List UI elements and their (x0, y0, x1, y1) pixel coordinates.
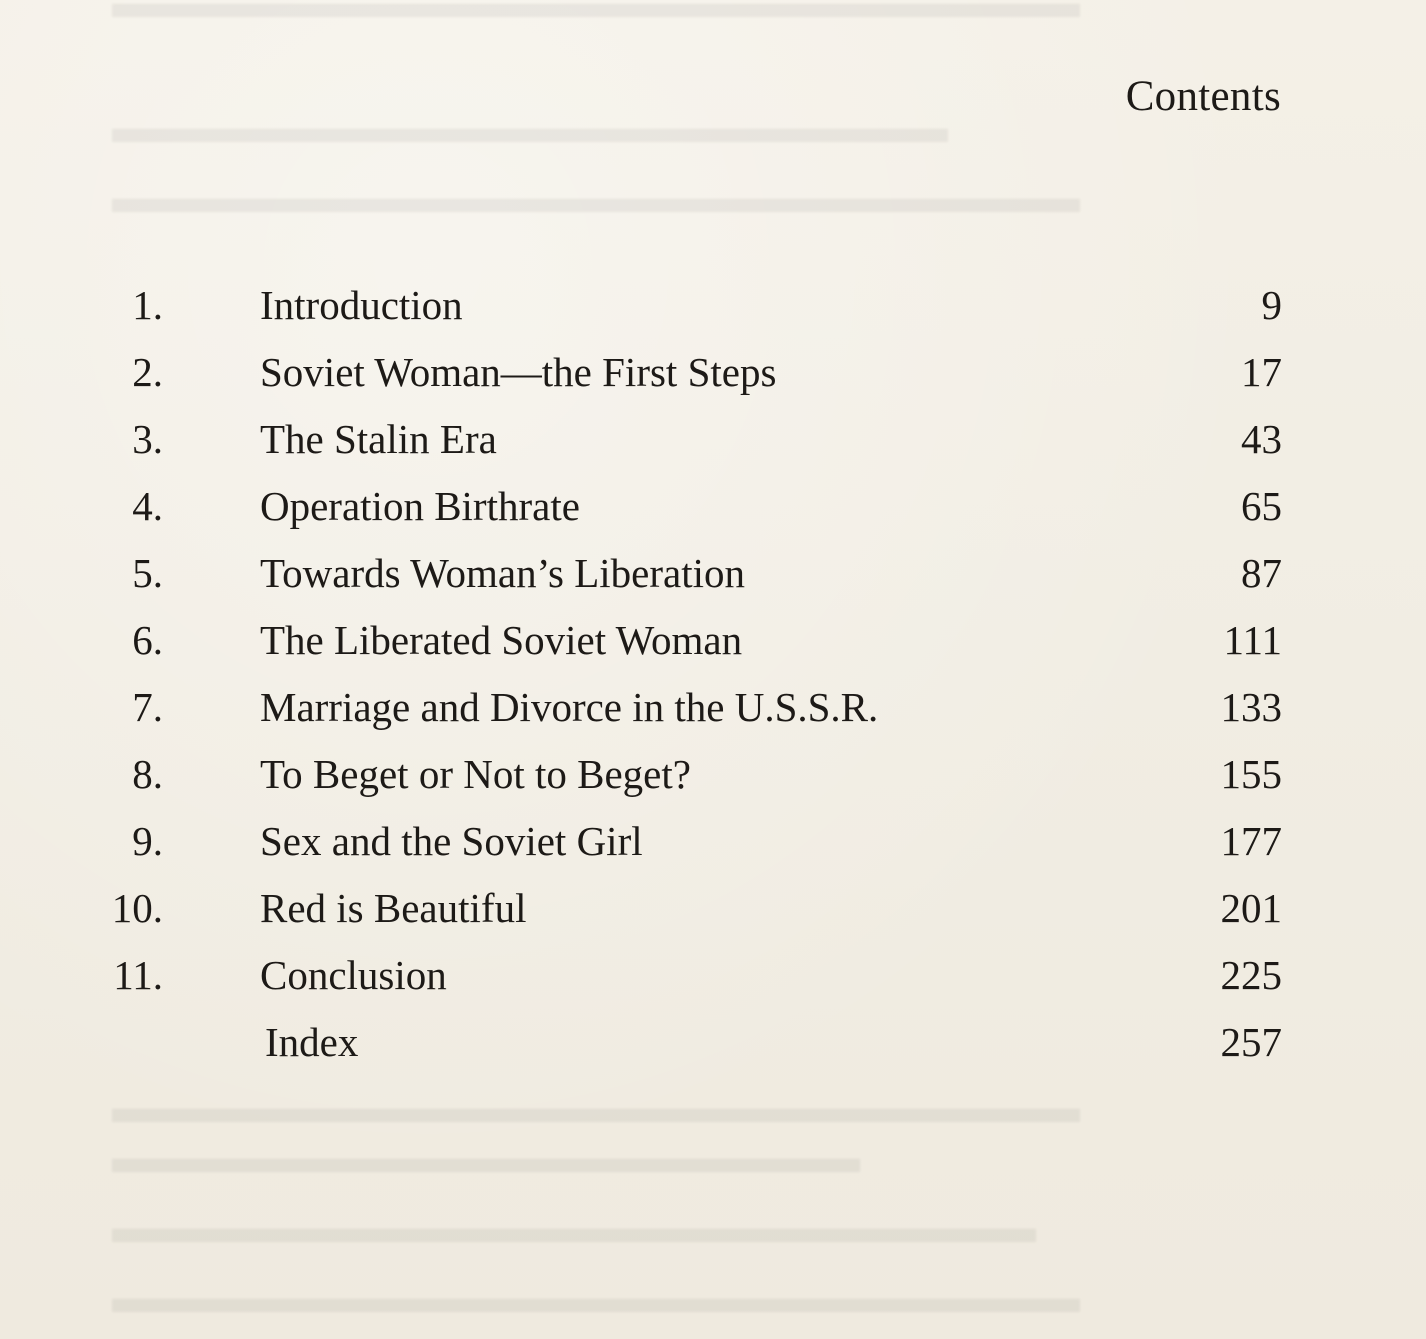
page-number: 155 (1220, 751, 1282, 797)
chapter-number: 5. (132, 550, 163, 596)
toc-entry (0, 540, 1426, 607)
toc-entry (0, 272, 1426, 339)
page-number: 133 (1220, 684, 1282, 730)
page-number: 9 (1261, 282, 1282, 328)
chapter-title: Soviet Woman—the First Steps (260, 349, 777, 395)
page-number: 201 (1220, 885, 1282, 931)
page-number: 43 (1241, 416, 1282, 462)
toc-entry (0, 942, 1426, 1009)
toc-entry (0, 808, 1426, 875)
chapter-title: Conclusion (260, 952, 447, 998)
toc-entry (0, 741, 1426, 808)
chapter-number: 7. (132, 684, 163, 730)
toc-entry (0, 473, 1426, 540)
page-number: 257 (1220, 1019, 1282, 1065)
chapter-number: 1. (132, 282, 163, 328)
page-number: 111 (1223, 617, 1282, 663)
chapter-title: Marriage and Divorce in the U.S.S.R. (260, 684, 879, 730)
chapter-title: The Liberated Soviet Woman (260, 617, 743, 663)
toc-entry-index (0, 1009, 1426, 1076)
chapter-number: 9. (132, 818, 163, 864)
page-number: 87 (1241, 550, 1282, 596)
toc-entry (0, 339, 1426, 406)
chapter-number: 3. (132, 416, 163, 462)
chapter-title: The Stalin Era (260, 416, 497, 462)
chapter-number: 6. (132, 617, 163, 663)
chapter-number: 2. (132, 349, 163, 395)
chapter-title: Sex and the Soviet Girl (260, 818, 643, 864)
page-number: 65 (1241, 483, 1282, 529)
page-number: 177 (1220, 818, 1282, 864)
toc-entry (0, 674, 1426, 741)
page-number: 17 (1241, 349, 1282, 395)
toc-entry (0, 406, 1426, 473)
page-number: 225 (1220, 952, 1282, 998)
contents-heading: Contents (1125, 73, 1281, 120)
table-of-contents (0, 272, 1426, 1076)
toc-entry (0, 875, 1426, 942)
chapter-title: To Beget or Not to Beget? (260, 751, 691, 797)
chapter-number: 4. (132, 483, 163, 529)
toc-entry (0, 607, 1426, 674)
index-title: Index (265, 1019, 359, 1065)
book-page: ▬▬▬▬▬▬▬▬▬▬▬▬▬▬▬▬▬▬▬▬▬▬ ▬▬▬▬▬▬▬▬▬▬▬▬▬▬▬▬▬▬▬ ▬▬▬▬▬▬▬▬▬▬▬▬▬▬▬▬▬▬▬▬▬▬ ▬▬▬▬▬▬▬▬▬▬▬▬▬▬▬▬▬▬▬▬▬▬ ▬▬▬▬▬▬▬▬▬▬▬▬▬▬▬▬▬ ▬▬▬▬▬▬▬▬▬▬▬▬▬▬▬▬▬▬▬▬▬ ▬▬▬▬▬▬▬▬▬▬▬▬▬▬▬▬▬▬▬▬▬▬ Contents 1. Introduction 9 2. Soviet Woman—the First Steps 17 3. The Stalin Era 43 4. Operation Birthrate 65 5. Towards Woman’s Liberation 87 6. The Liberated Soviet Woman 111 7. Marriage and Divorce in the U.S.S.R. 133 8. To Beget or Not to Beget? 155 9. Sex and the Soviet Girl 177 10. Red is Beautiful 201 11. Conclusion 225 Index 257 (0, 0, 1426, 1339)
chapter-number: 10. (111, 885, 163, 931)
chapter-number: 11. (113, 952, 163, 998)
chapter-title: Towards Woman’s Liberation (260, 550, 745, 596)
chapter-title: Introduction (260, 282, 463, 328)
chapter-number: 8. (132, 751, 163, 797)
chapter-title: Operation Birthrate (260, 483, 580, 529)
chapter-title: Red is Beautiful (260, 885, 527, 931)
